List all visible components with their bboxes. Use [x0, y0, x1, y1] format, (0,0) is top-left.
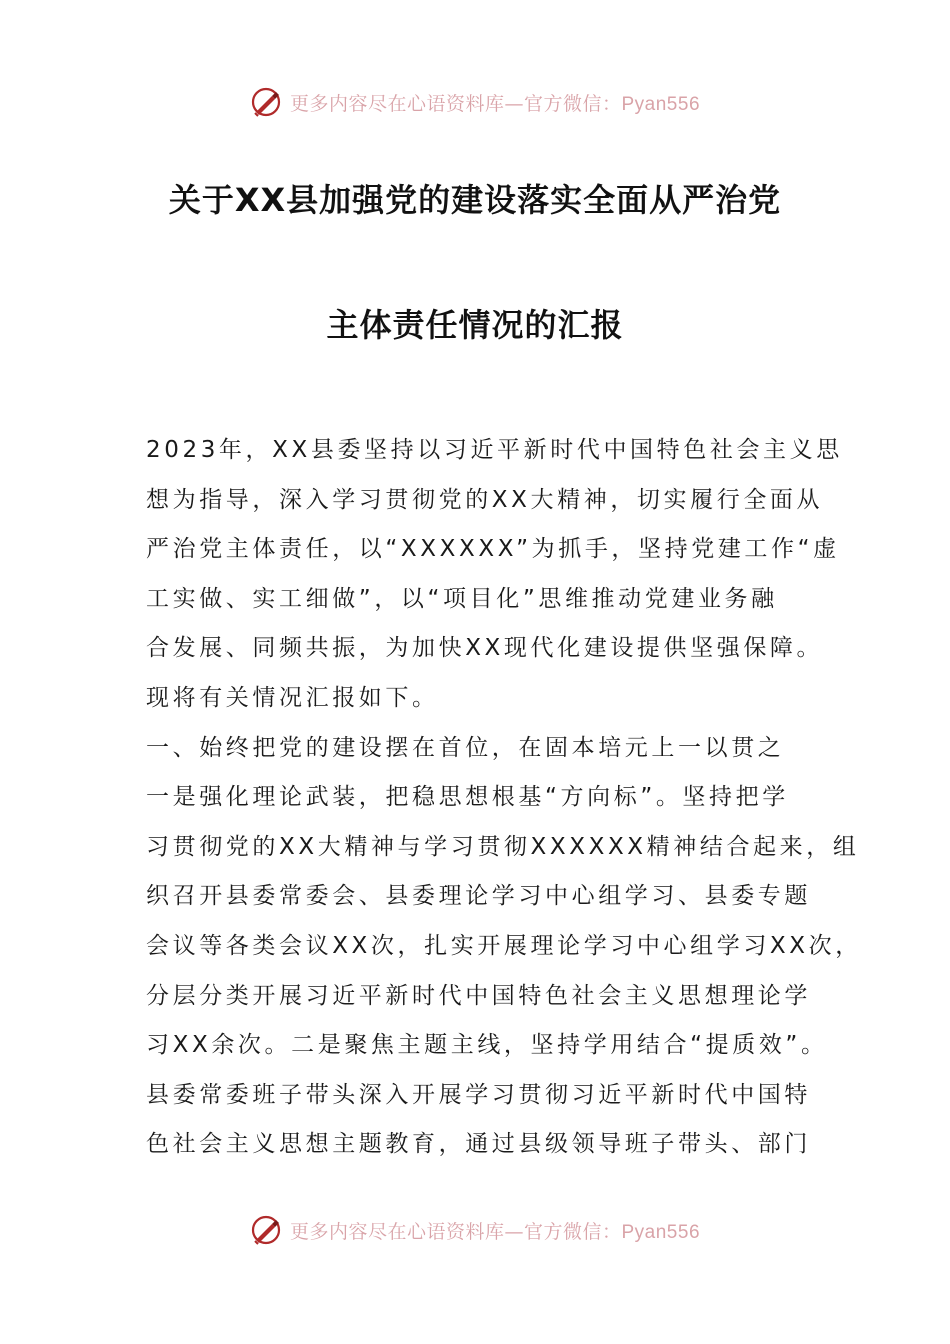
body-line: 织召开县委常委会、县委理论学习中心组学习、县委专题 — [146, 883, 811, 910]
body-line: 严治党主体责任，以“XXXXXX”为抓手，坚持党建工作“虚 — [146, 536, 840, 563]
watermark-text: 更多内容尽在心语资料库—官方微信：Pyan556 — [289, 92, 701, 115]
pen-circle-logo-icon — [250, 1214, 282, 1246]
body-line: 县委常委班子带头深入开展学习贯彻习近平新时代中国特 — [146, 1081, 811, 1108]
section-heading: 一、始终把党的建设摆在首位，在固本培元上一以贯之 — [146, 734, 785, 761]
body-line: 色社会主义思想主题教育，通过县级领导班子带头、部门 — [146, 1131, 811, 1158]
watermark-text: 更多内容尽在心语资料库—官方微信：Pyan556 — [289, 1220, 701, 1243]
footer-watermark — [0, 1208, 950, 1252]
body-line: 会议等各类会议XX次，扎实开展理论学习中心组学习XX次， — [146, 932, 862, 959]
body-line: 习XX余次。二是聚焦主题主线，坚持学用结合“提质效”。 — [146, 1032, 828, 1059]
header-watermark — [0, 80, 950, 124]
watermark-handle: Pyan556 — [621, 1221, 701, 1243]
document-title-line-1: 关于XX县加强党的建设落实全面从严治党 — [168, 181, 782, 219]
body-line: 工实做、实工细做”，以“项目化”思维推动党建业务融 — [146, 585, 778, 612]
document-title-line-2: 主体责任情况的汇报 — [326, 306, 624, 344]
body-line: 合发展、同频共振，为加快XX现代化建设提供坚强保障。 — [146, 635, 824, 662]
body-line: 分层分类开展习近平新时代中国特色社会主义思想理论学 — [146, 982, 811, 1009]
body-line: 想为指导，深入学习贯彻党的XX大精神，切实履行全面从 — [146, 486, 824, 513]
pen-circle-logo-icon — [250, 86, 282, 118]
body-line: 2023年，XX县委坚持以习近平新时代中国特色社会主义思 — [146, 437, 843, 463]
document-body — [146, 426, 862, 1170]
watermark-handle: Pyan556 — [621, 93, 701, 115]
body-line: 现将有关情况汇报如下。 — [146, 684, 439, 711]
body-line: 习贯彻党的XX大精神与学习贯彻XXXXXX精神结合起来，组 — [146, 833, 860, 860]
body-line: 一是强化理论武装，把稳思想根基“方向标”。坚持把学 — [146, 784, 789, 811]
